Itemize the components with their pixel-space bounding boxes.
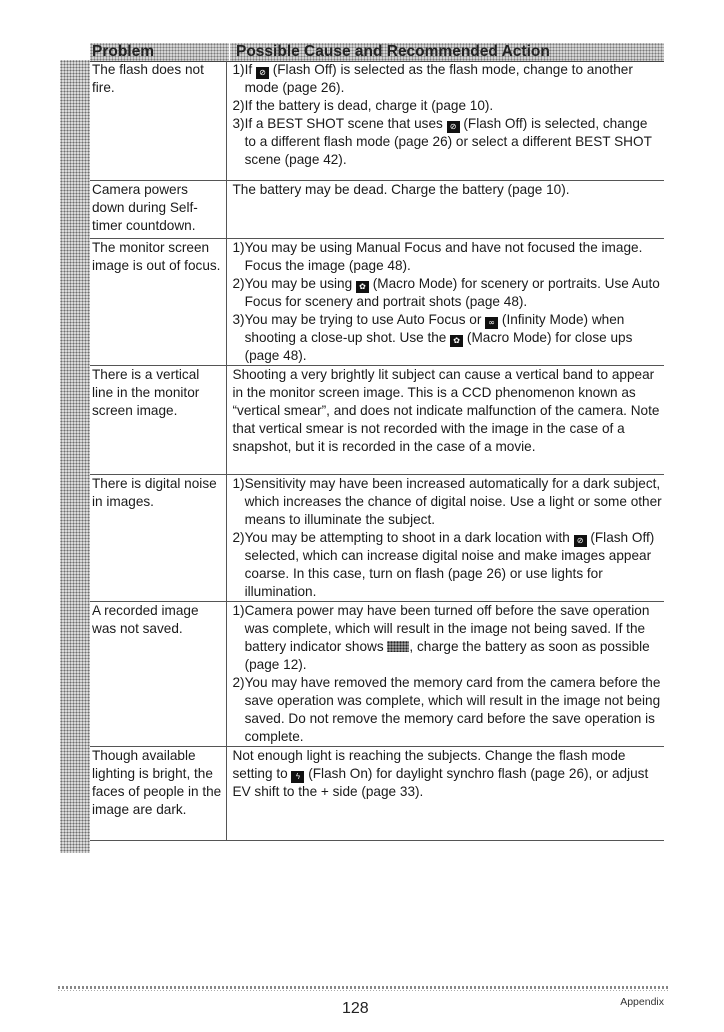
list-item: 1) You may be using Manual Focus and have not focused the image. Focus the image (page 48). [232,239,643,273]
flash-off-icon: ⊘ [256,67,269,79]
action-cell: The battery may be dead. Charge the battery (page 10). [226,180,664,238]
problem-column-header: Problem [92,43,155,60]
list-item: 1) If ⊘ (Flash Off) is selected as the flash mode, change to another mode (page 26). [232,62,633,95]
footer-divider-secondary [58,990,668,991]
list-item: 3) If a BEST SHOT scene that uses ⊘ (Flash Off) is selected, change to a different flash mode (page 26) or select a different BEST SHOT scene (page 42). [232,116,652,167]
problem-cell: There is digital noise in images. [90,474,226,601]
action-cell: Shooting a very brightly lit subject can cause a vertical band to appear in the monitor screen image. This is a CCD phenomenon known as “vertical smear”, and does not indicate malfunction of the camera. Note that vertical smear is not recorded with the image in the case of a snapshot, but it is recorded in the case of a movie. [226,365,664,474]
table-row [90,365,664,474]
table-row [90,238,664,365]
infinity-icon: ∞ [485,317,498,329]
table-row [90,601,664,746]
header-divider [229,43,230,61]
problem-cell: A recorded image was not saved. [90,601,226,746]
problem-cell: The flash does not fire. [90,61,226,180]
table-row [90,746,664,840]
action-cell [226,238,664,365]
table-header [90,43,664,62]
table-row [90,61,664,180]
action-cell [226,601,664,746]
section-label: Appendix [620,996,664,1008]
side-pattern-strip [60,60,90,853]
problem-cell: There is a vertical line in the monitor screen image. [90,365,226,474]
table-row [90,474,664,601]
list-item: 2) If the battery is dead, charge it (page 10). [232,98,494,113]
list-item: 1) Camera power may have been turned off before the save operation was complete, which will result in the image not being saved. If the battery indicator shows , charge the battery as soon as possible (page 12). [232,602,650,672]
cause-column-header: Possible Cause and Recommended Action [236,43,550,60]
battery-low-icon [387,641,409,652]
macro-icon: ✿ [356,281,369,293]
action-cell [226,61,664,180]
list-item: 1) Sensitivity may have been increased automatically for a dark subject, which increases the chance of digital noise. Use a light or some other means to illuminate the subject. [232,475,662,527]
problem-cell: The monitor screen image is out of focus. [90,238,226,365]
list-item: 2) You may have removed the memory card from the camera before the save operation was complete, which will result in the image not being saved. Do not remove the memory card before the save operation is complete. [232,674,661,744]
action-cell: Not enough light is reaching the subjects. Change the flash mode setting to ϟ (Flash On) for daylight synchro flash (page 26), or adjust EV shift to the + side (page 33). [226,746,664,840]
troubleshooting-table [90,61,664,841]
problem-cell: Though available lighting is bright, the faces of people in the image are dark. [90,746,226,840]
action-cell [226,474,664,601]
macro-icon: ✿ [450,335,463,347]
table-row [90,180,664,238]
flash-on-icon: ϟ [291,771,304,783]
problem-cell: Camera powers down during Self-timer countdown. [90,180,226,238]
list-item: 3) You may be trying to use Auto Focus or ∞ (Infinity Mode) when shooting a close-up shot. Use the ✿ (Macro Mode) for close ups (page 48). [232,311,633,363]
flash-off-icon: ⊘ [574,535,587,547]
page-number: 128 [342,1000,369,1017]
list-item: 2) You may be attempting to shoot in a dark location with ⊘ (Flash Off) selected, which can increase digital noise and make images appear coarse. In this case, turn on flash (page 26) or use lights for illumination. [232,529,655,599]
list-item: 2) You may be using ✿ (Macro Mode) for scenery or portraits. Use Auto Focus for scenery and portrait shots (page 48). [232,275,660,309]
footer-divider [58,986,668,989]
flash-off-icon: ⊘ [447,121,460,133]
